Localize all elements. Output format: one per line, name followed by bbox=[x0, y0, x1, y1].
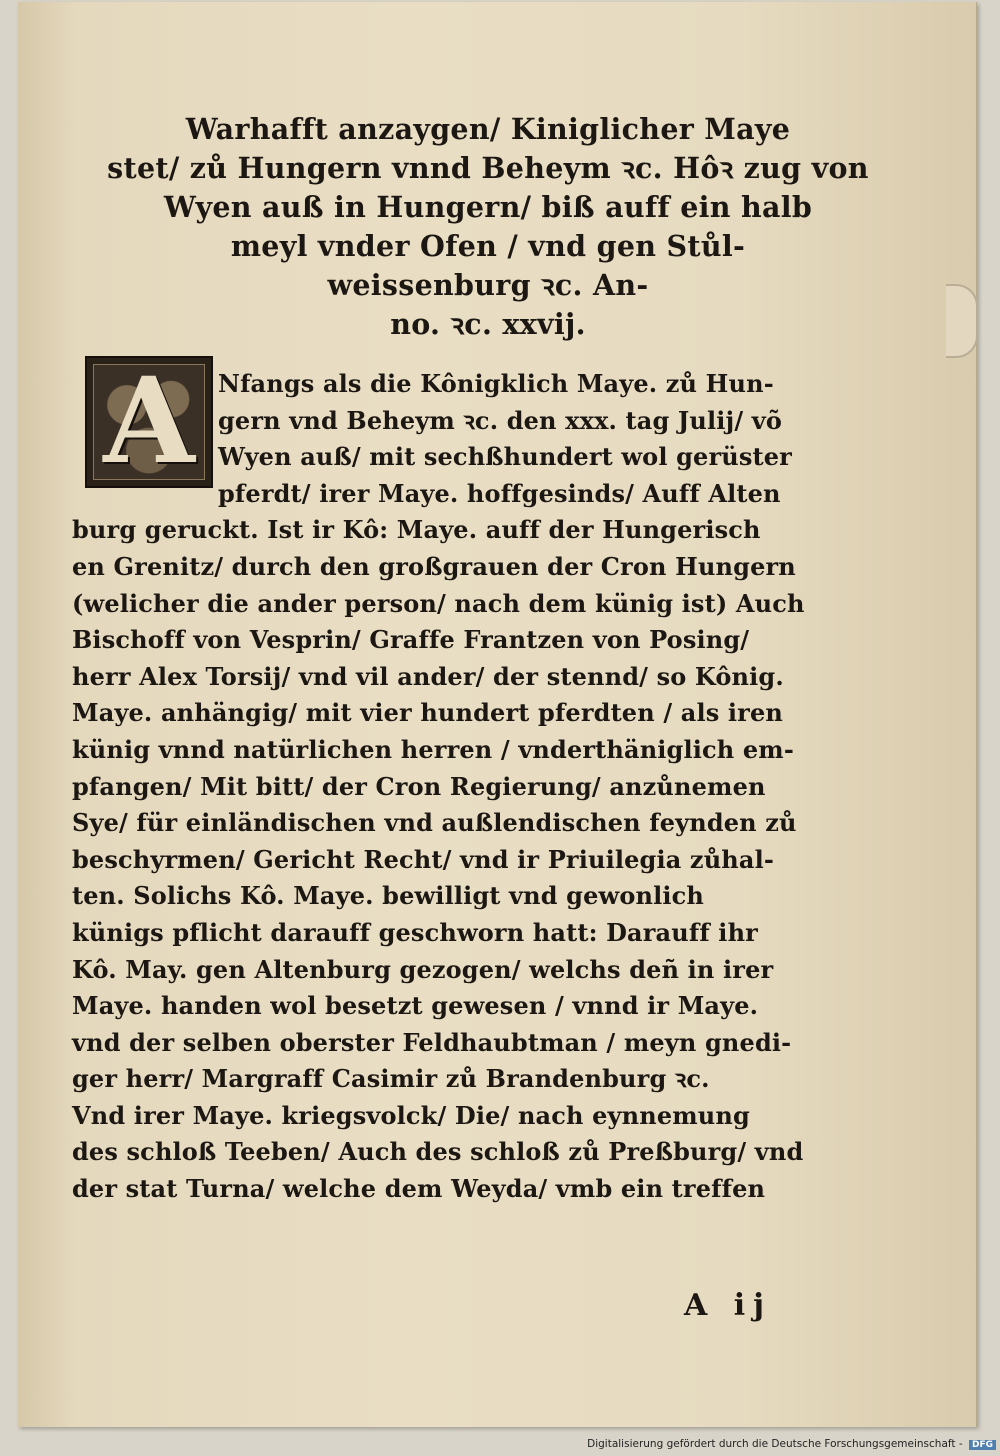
text-line: (welicher die ander person/ nach dem künig ist) Auch bbox=[72, 588, 805, 618]
dfg-logo: DFG bbox=[969, 1440, 996, 1450]
digitization-credit bbox=[587, 1438, 996, 1450]
text-line: Wyen auß/ mit sechßhundert wol gerüster bbox=[218, 442, 792, 472]
text-line: des schloß Teeben/ Auch des schloß zů Preßburg/ vnd bbox=[72, 1137, 804, 1167]
text-line: künigs pflicht darauff geschworn hatt: Darauff ihr bbox=[72, 917, 758, 947]
text-line: künig vnnd natürlichen herren / vnderthäniglich em- bbox=[72, 734, 794, 764]
title-line: no. ꝛc. xxvij. bbox=[390, 307, 586, 341]
title-line: Warhafft anzaygen/ Kiniglicher Maye bbox=[185, 112, 791, 146]
text-line: en Grenitz/ durch den großgrauen der Cron Hungern bbox=[72, 551, 796, 581]
text-line: pfangen/ Mit bitt/ der Cron Regierung/ anzůnemen bbox=[72, 771, 766, 801]
text-line: Nfangs als die Kônigklich Maye. zů Hun- bbox=[218, 369, 774, 398]
credit-text: Digitalisierung gefördert durch die Deutsche Forschungsgemeinschaft - bbox=[587, 1438, 963, 1450]
text-line: Kô. May. gen Altenburg gezogen/ welchs deñ in irer bbox=[72, 954, 774, 984]
page-tab-edge bbox=[946, 284, 978, 358]
title-line: meyl vnder Ofen / vnd gen Stůl- bbox=[230, 229, 746, 263]
text-line: pferdt/ irer Maye. hoffgesinds/ Auff Alten bbox=[218, 478, 781, 508]
text-line: gern vnd Beheym ꝛc. den xxx. tag Julij/ võ bbox=[218, 405, 783, 435]
title-line: Wyen auß in Hungern/ biß auff ein halb bbox=[163, 190, 813, 224]
text-line: Vnd irer Maye. kriegsvolck/ Die/ nach eynnemung bbox=[72, 1100, 750, 1130]
text-line: Maye. handen wol besetzt gewesen / vnnd ir Maye. bbox=[72, 991, 759, 1021]
signature-mark: A ij bbox=[684, 1288, 772, 1323]
text-line: vnd der selben oberster Feldhaubtman / meyn gnedi- bbox=[72, 1027, 792, 1057]
text-line: Sye/ für einländischen vnd außlendischen feynden zů bbox=[72, 808, 797, 838]
text-line: beschyrmen/ Gericht Recht/ vnd ir Priuilegia zůhal- bbox=[72, 844, 774, 874]
text-line: burg geruckt. Ist ir Kô: Maye. auff der Hungerisch bbox=[72, 515, 761, 545]
text-line: ger herr/ Margraff Casimir zů Brandenburg ꝛc. bbox=[72, 1064, 710, 1094]
title-line: weissenburg ꝛc. An- bbox=[327, 268, 649, 302]
initial-letter: A bbox=[103, 351, 195, 490]
text-line: ten. Solichs Kô. Maye. bewilligt vnd gewonlich bbox=[72, 881, 704, 911]
title-line: stet/ zů Hungern vnnd Beheym ꝛc. Hôꝛ zug von bbox=[107, 151, 869, 185]
text-line: Maye. anhängig/ mit vier hundert pferdten / als iren bbox=[72, 698, 783, 728]
page-title bbox=[88, 110, 888, 344]
text-line: der stat Turna/ welche dem Weyda/ vmb ein treffen bbox=[72, 1174, 766, 1204]
text-line: Bischoff von Vesprin/ Graffe Frantzen von Posing/ bbox=[72, 625, 750, 655]
text-line: herr Alex Torsij/ vnd vil ander/ der stennd/ so Kônig. bbox=[72, 661, 784, 691]
body-text bbox=[72, 366, 882, 1208]
